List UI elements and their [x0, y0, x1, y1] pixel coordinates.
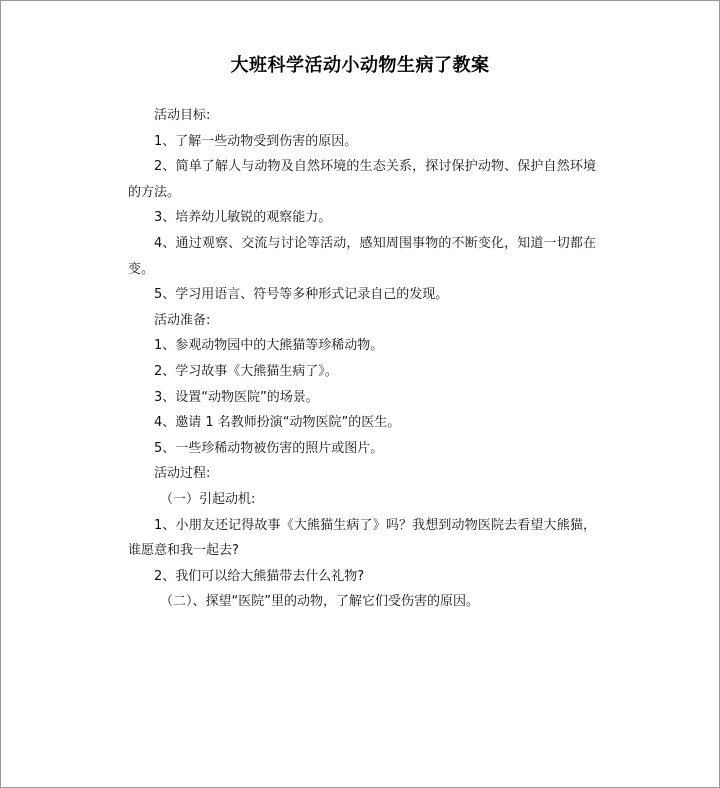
paragraph: 2、学习故事《大熊猫生病了》。: [154, 363, 338, 379]
document-title: 大班科学活动小动物生病了教案: [230, 55, 490, 76]
paragraph: 3、培养幼儿敏锐的观察能力。: [154, 210, 332, 226]
paragraph: 5、一些珍稀动物被伤害的照片或图片。: [154, 440, 384, 456]
section-heading-process: 活动过程:: [154, 466, 211, 482]
paragraph: 1、小朋友还记得故事《大熊猫生病了》吗？我想到动物医院去看望大熊猫，谁愿意和我一起去?: [128, 517, 596, 559]
paragraph: 1、参观动物园中的大熊猫等珍稀动物。: [154, 338, 384, 354]
section-heading-goals: 活动目标:: [154, 108, 211, 123]
section-heading-preparation: 活动准备:: [154, 312, 211, 328]
subsection-heading: （二）、探望“医院”里的动物，了解它们受伤害的原因。: [160, 594, 479, 610]
paragraph: 2、简单了解人与动物及自然环境的生态关系，探讨保护动物、保护自然环境的方法。: [128, 159, 596, 200]
paragraph: 4、通过观察、交流与讨论等活动，感知周围事物的不断变化，知道一切都在变。: [128, 235, 596, 277]
paragraph: 1、了解一些动物受到伤害的原因。: [154, 133, 358, 149]
document-body: [128, 103, 596, 615]
paragraph: 2、我们可以给大熊猫带去什么礼物?: [154, 568, 365, 584]
paragraph: 3、设置“动物医院”的场景。: [154, 389, 319, 405]
paragraph: 4、邀请 1 名教师扮演“动物医院”的医生。: [154, 415, 401, 431]
subsection-heading: （一）引起动机:: [160, 491, 256, 507]
paragraph: 5、学习用语言、符号等多种形式记录自己的发现。: [154, 287, 449, 303]
